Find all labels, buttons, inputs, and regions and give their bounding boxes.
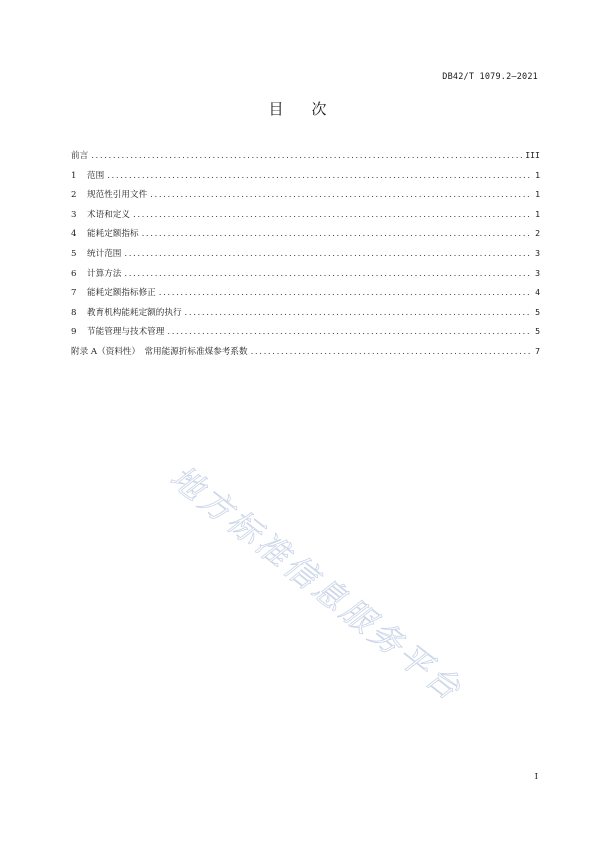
toc-page-number: 1 bbox=[535, 189, 540, 200]
toc-page-number: 4 bbox=[535, 287, 540, 298]
toc-entry-label: 能耗定额指标修正 bbox=[87, 288, 156, 299]
toc-appendix-prefix: 附录 A（资料性） bbox=[71, 346, 141, 357]
toc-section-number: 1 bbox=[71, 170, 77, 181]
document-code: DB42/T 1079.2—2021 bbox=[442, 72, 538, 82]
toc-leader-dots bbox=[167, 327, 532, 337]
toc-entry-quota-implementation[interactable] bbox=[71, 306, 540, 326]
toc-section-number: 3 bbox=[71, 209, 77, 220]
toc-section-number: 8 bbox=[71, 307, 77, 318]
toc-title-char-1: 目 bbox=[268, 100, 284, 118]
toc-entry-quota-indicators[interactable] bbox=[71, 227, 540, 247]
toc-section-number: 7 bbox=[71, 288, 77, 299]
toc-entry-statistical-scope[interactable] bbox=[71, 247, 540, 267]
toc-list bbox=[71, 149, 540, 365]
toc-entry-scope[interactable] bbox=[71, 169, 540, 189]
toc-page-number: 2 bbox=[535, 228, 540, 239]
toc-page-number: 1 bbox=[535, 169, 540, 180]
toc-section-number: 5 bbox=[71, 248, 77, 259]
toc-entry-label: 常用能源折标准煤参考系数 bbox=[144, 346, 248, 357]
toc-entry-label: 计算方法 bbox=[87, 268, 122, 279]
toc-section-number: 4 bbox=[71, 229, 77, 240]
toc-leader-dots bbox=[251, 347, 532, 357]
toc-entry-calculation-method[interactable] bbox=[71, 267, 540, 287]
toc-leader-dots bbox=[133, 210, 532, 220]
toc-entry-label: 术语和定义 bbox=[87, 209, 130, 220]
toc-entry-energy-management[interactable] bbox=[71, 325, 540, 345]
toc-page-number: 1 bbox=[535, 208, 540, 219]
toc-leader-dots bbox=[150, 190, 532, 200]
toc-entry-indicator-correction[interactable] bbox=[71, 286, 540, 306]
toc-entry-label: 教育机构能耗定额的执行 bbox=[87, 307, 182, 318]
toc-leader-dots bbox=[124, 269, 532, 279]
toc-entry-terms-definitions[interactable] bbox=[71, 208, 540, 228]
toc-section-number: 9 bbox=[71, 327, 77, 338]
toc-entry-normative-references[interactable] bbox=[71, 188, 540, 208]
toc-leader-dots bbox=[185, 308, 533, 318]
toc-entry-label: 能耗定额指标 bbox=[87, 229, 139, 240]
toc-page-number: 7 bbox=[535, 345, 540, 356]
toc-leader-dots bbox=[159, 288, 532, 298]
watermark-text: 地方标准信息服务平台 bbox=[163, 457, 471, 710]
toc-entry-label: 节能管理与技术管理 bbox=[87, 327, 165, 338]
toc-entry-label: 前言 bbox=[71, 151, 89, 161]
toc-leader-dots bbox=[107, 171, 532, 181]
toc-leader-dots bbox=[91, 151, 522, 161]
toc-entry-label: 统计范围 bbox=[87, 248, 122, 259]
toc-page-number: 3 bbox=[535, 247, 540, 258]
toc-entry-label: 规范性引用文件 bbox=[87, 190, 148, 201]
toc-leader-dots bbox=[142, 229, 532, 239]
toc-page-number: 5 bbox=[535, 306, 540, 317]
page-number: I bbox=[534, 772, 538, 782]
toc-page-number: 3 bbox=[535, 267, 540, 278]
toc-entry-label: 范围 bbox=[87, 170, 105, 181]
toc-entry-foreword[interactable] bbox=[71, 149, 540, 169]
toc-title-char-2: 次 bbox=[311, 100, 327, 118]
toc-page-number: III bbox=[525, 150, 540, 160]
toc-entry-appendix-a[interactable] bbox=[71, 345, 540, 365]
toc-title bbox=[0, 98, 595, 119]
toc-leader-dots bbox=[124, 249, 532, 259]
toc-section-number: 6 bbox=[71, 268, 77, 279]
toc-section-number: 2 bbox=[71, 190, 77, 201]
toc-page-number: 5 bbox=[535, 326, 540, 337]
